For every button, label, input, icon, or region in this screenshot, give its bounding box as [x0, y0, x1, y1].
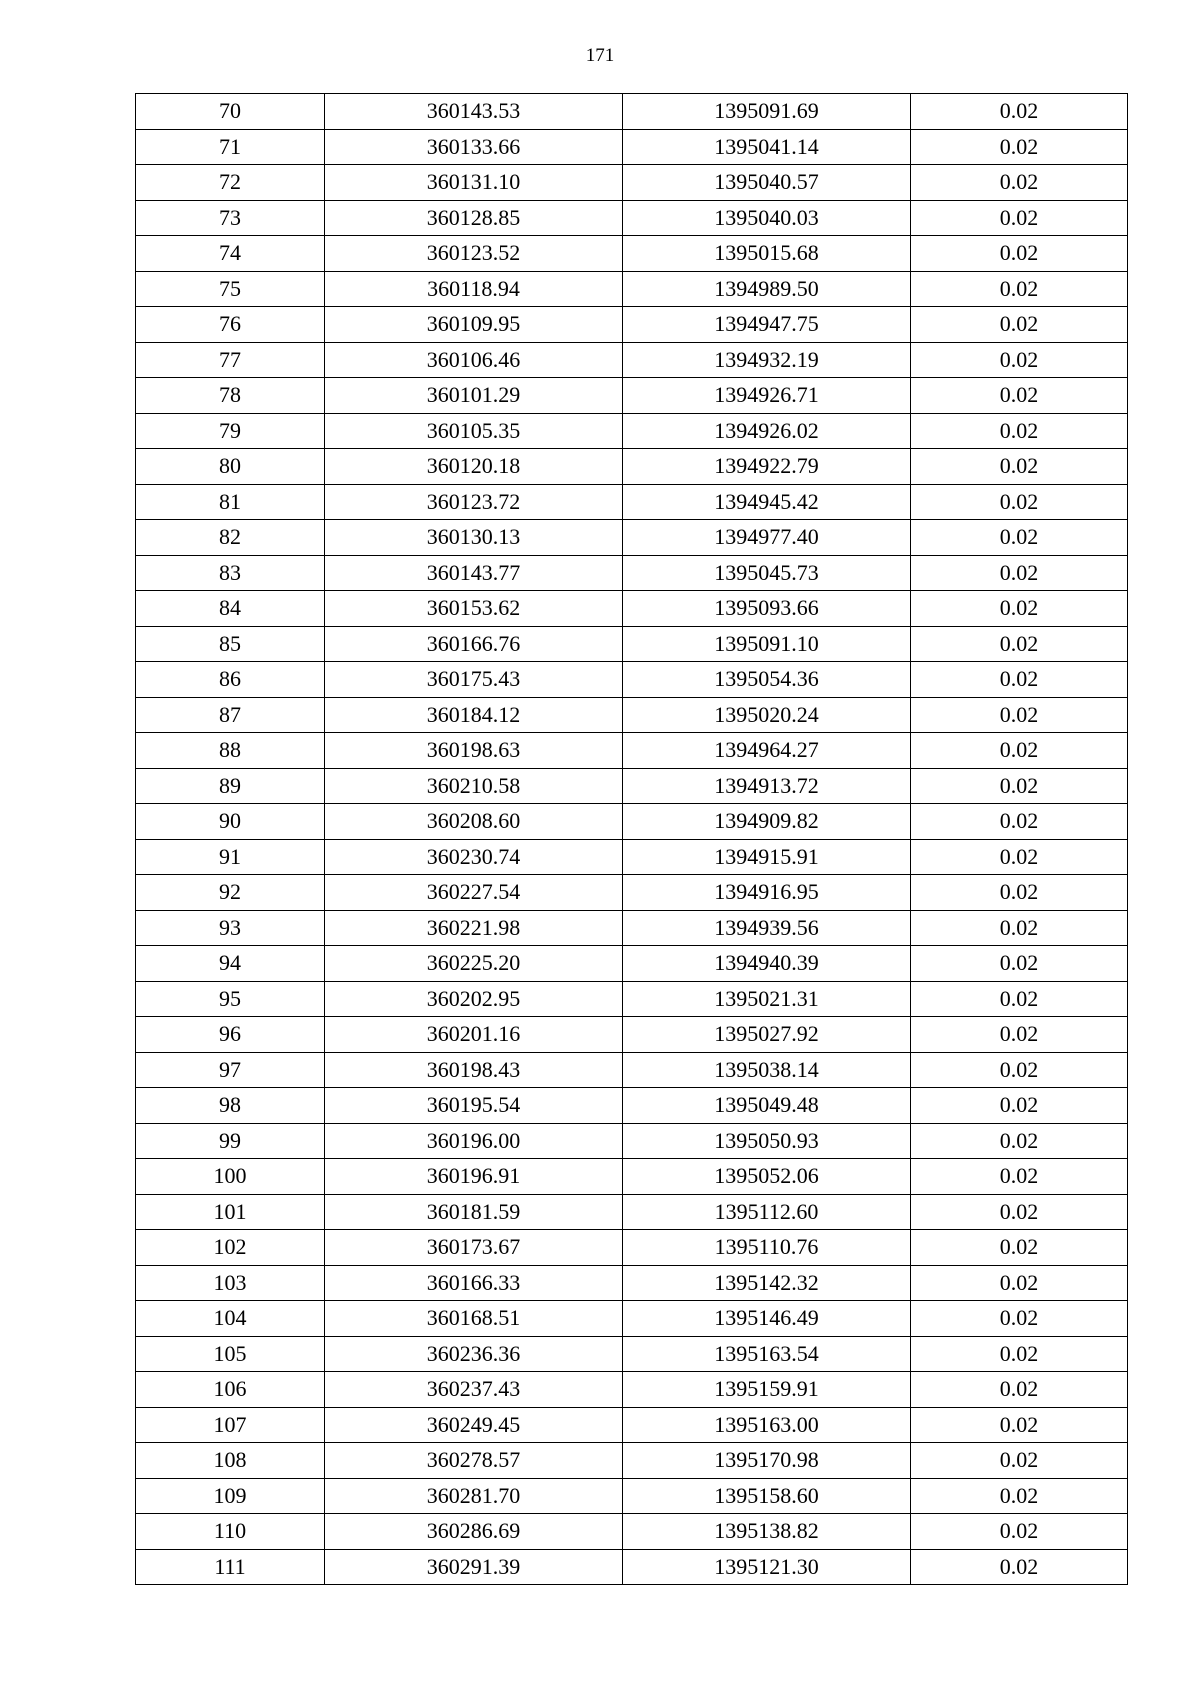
error-cell: 0.02: [911, 484, 1128, 520]
point-number-cell: 78: [136, 378, 325, 414]
point-number-cell: 93: [136, 910, 325, 946]
x-coordinate-cell: 360123.72: [325, 484, 623, 520]
table-row: [136, 946, 1128, 982]
y-coordinate-cell: 1395050.93: [623, 1123, 911, 1159]
point-number-cell: 110: [136, 1514, 325, 1550]
y-coordinate-cell: 1394916.95: [623, 875, 911, 911]
point-number-cell: 92: [136, 875, 325, 911]
x-coordinate-cell: 360225.20: [325, 946, 623, 982]
table-row: [136, 200, 1128, 236]
table-row: [136, 555, 1128, 591]
error-cell: 0.02: [911, 1230, 1128, 1266]
error-cell: 0.02: [911, 1301, 1128, 1337]
y-coordinate-cell: 1394989.50: [623, 271, 911, 307]
error-cell: 0.02: [911, 94, 1128, 130]
table-row: [136, 1017, 1128, 1053]
point-number-cell: 108: [136, 1443, 325, 1479]
y-coordinate-cell: 1395045.73: [623, 555, 911, 591]
error-cell: 0.02: [911, 733, 1128, 769]
table-row: [136, 1194, 1128, 1230]
point-number-cell: 77: [136, 342, 325, 378]
x-coordinate-cell: 360278.57: [325, 1443, 623, 1479]
point-number-cell: 74: [136, 236, 325, 272]
x-coordinate-cell: 360131.10: [325, 165, 623, 201]
point-number-cell: 100: [136, 1159, 325, 1195]
x-coordinate-cell: 360168.51: [325, 1301, 623, 1337]
y-coordinate-cell: 1395040.57: [623, 165, 911, 201]
error-cell: 0.02: [911, 342, 1128, 378]
x-coordinate-cell: 360106.46: [325, 342, 623, 378]
x-coordinate-cell: 360202.95: [325, 981, 623, 1017]
x-coordinate-cell: 360208.60: [325, 804, 623, 840]
x-coordinate-cell: 360166.76: [325, 626, 623, 662]
point-number-cell: 94: [136, 946, 325, 982]
table-row: [136, 484, 1128, 520]
error-cell: 0.02: [911, 1194, 1128, 1230]
x-coordinate-cell: 360227.54: [325, 875, 623, 911]
y-coordinate-cell: 1395170.98: [623, 1443, 911, 1479]
point-number-cell: 71: [136, 129, 325, 165]
x-coordinate-cell: 360123.52: [325, 236, 623, 272]
y-coordinate-cell: 1395054.36: [623, 662, 911, 698]
table-row: [136, 129, 1128, 165]
point-number-cell: 97: [136, 1052, 325, 1088]
x-coordinate-cell: 360184.12: [325, 697, 623, 733]
table-row: [136, 413, 1128, 449]
error-cell: 0.02: [911, 1549, 1128, 1585]
error-cell: 0.02: [911, 1017, 1128, 1053]
point-number-cell: 99: [136, 1123, 325, 1159]
error-cell: 0.02: [911, 1088, 1128, 1124]
x-coordinate-cell: 360143.77: [325, 555, 623, 591]
point-number-cell: 98: [136, 1088, 325, 1124]
error-cell: 0.02: [911, 875, 1128, 911]
y-coordinate-cell: 1395027.92: [623, 1017, 911, 1053]
y-coordinate-cell: 1394964.27: [623, 733, 911, 769]
error-cell: 0.02: [911, 1159, 1128, 1195]
y-coordinate-cell: 1395112.60: [623, 1194, 911, 1230]
y-coordinate-cell: 1395040.03: [623, 200, 911, 236]
table-row: [136, 271, 1128, 307]
y-coordinate-cell: 1395138.82: [623, 1514, 911, 1550]
error-cell: 0.02: [911, 946, 1128, 982]
y-coordinate-cell: 1395121.30: [623, 1549, 911, 1585]
point-number-cell: 75: [136, 271, 325, 307]
y-coordinate-cell: 1395163.54: [623, 1336, 911, 1372]
point-number-cell: 88: [136, 733, 325, 769]
point-number-cell: 111: [136, 1549, 325, 1585]
point-number-cell: 72: [136, 165, 325, 201]
x-coordinate-cell: 360198.63: [325, 733, 623, 769]
table-row: [136, 1265, 1128, 1301]
point-number-cell: 81: [136, 484, 325, 520]
x-coordinate-cell: 360166.33: [325, 1265, 623, 1301]
error-cell: 0.02: [911, 662, 1128, 698]
error-cell: 0.02: [911, 1336, 1128, 1372]
table-row: [136, 697, 1128, 733]
error-cell: 0.02: [911, 1265, 1128, 1301]
point-number-cell: 80: [136, 449, 325, 485]
y-coordinate-cell: 1395041.14: [623, 129, 911, 165]
y-coordinate-cell: 1394926.71: [623, 378, 911, 414]
point-number-cell: 70: [136, 94, 325, 130]
point-number-cell: 90: [136, 804, 325, 840]
x-coordinate-cell: 360291.39: [325, 1549, 623, 1585]
y-coordinate-cell: 1395093.66: [623, 591, 911, 627]
table-row: [136, 165, 1128, 201]
y-coordinate-cell: 1394909.82: [623, 804, 911, 840]
table-row: [136, 662, 1128, 698]
x-coordinate-cell: 360101.29: [325, 378, 623, 414]
y-coordinate-cell: 1395015.68: [623, 236, 911, 272]
y-coordinate-cell: 1394926.02: [623, 413, 911, 449]
table-row: [136, 307, 1128, 343]
error-cell: 0.02: [911, 768, 1128, 804]
y-coordinate-cell: 1394932.19: [623, 342, 911, 378]
table-row: [136, 591, 1128, 627]
table-row: [136, 342, 1128, 378]
y-coordinate-cell: 1394945.42: [623, 484, 911, 520]
x-coordinate-cell: 360120.18: [325, 449, 623, 485]
point-number-cell: 104: [136, 1301, 325, 1337]
y-coordinate-cell: 1394913.72: [623, 768, 911, 804]
error-cell: 0.02: [911, 839, 1128, 875]
x-coordinate-cell: 360210.58: [325, 768, 623, 804]
table-row: [136, 981, 1128, 1017]
table-row: [136, 804, 1128, 840]
point-number-cell: 95: [136, 981, 325, 1017]
table-row: [136, 1301, 1128, 1337]
point-number-cell: 82: [136, 520, 325, 556]
error-cell: 0.02: [911, 1478, 1128, 1514]
table-row: [136, 378, 1128, 414]
table-row: [136, 733, 1128, 769]
error-cell: 0.02: [911, 1407, 1128, 1443]
point-number-cell: 83: [136, 555, 325, 591]
y-coordinate-cell: 1394939.56: [623, 910, 911, 946]
y-coordinate-cell: 1394977.40: [623, 520, 911, 556]
error-cell: 0.02: [911, 413, 1128, 449]
table-row: [136, 520, 1128, 556]
table-row: [136, 94, 1128, 130]
point-number-cell: 89: [136, 768, 325, 804]
y-coordinate-cell: 1395020.24: [623, 697, 911, 733]
table-row: [136, 1159, 1128, 1195]
point-number-cell: 107: [136, 1407, 325, 1443]
error-cell: 0.02: [911, 1514, 1128, 1550]
table-row: [136, 1407, 1128, 1443]
x-coordinate-cell: 360237.43: [325, 1372, 623, 1408]
point-number-cell: 101: [136, 1194, 325, 1230]
error-cell: 0.02: [911, 555, 1128, 591]
y-coordinate-cell: 1394922.79: [623, 449, 911, 485]
x-coordinate-cell: 360281.70: [325, 1478, 623, 1514]
x-coordinate-cell: 360236.36: [325, 1336, 623, 1372]
table-row: [136, 839, 1128, 875]
table-row: [136, 1052, 1128, 1088]
table-row: [136, 1372, 1128, 1408]
x-coordinate-cell: 360196.91: [325, 1159, 623, 1195]
table-row: [136, 1123, 1128, 1159]
y-coordinate-cell: 1395146.49: [623, 1301, 911, 1337]
x-coordinate-cell: 360196.00: [325, 1123, 623, 1159]
point-number-cell: 106: [136, 1372, 325, 1408]
x-coordinate-cell: 360181.59: [325, 1194, 623, 1230]
error-cell: 0.02: [911, 520, 1128, 556]
table-row: [136, 768, 1128, 804]
point-number-cell: 96: [136, 1017, 325, 1053]
table-body: [136, 94, 1128, 1585]
error-cell: 0.02: [911, 165, 1128, 201]
error-cell: 0.02: [911, 1443, 1128, 1479]
error-cell: 0.02: [911, 378, 1128, 414]
x-coordinate-cell: 360230.74: [325, 839, 623, 875]
x-coordinate-cell: 360118.94: [325, 271, 623, 307]
error-cell: 0.02: [911, 697, 1128, 733]
x-coordinate-cell: 360175.43: [325, 662, 623, 698]
error-cell: 0.02: [911, 1052, 1128, 1088]
y-coordinate-cell: 1394947.75: [623, 307, 911, 343]
point-number-cell: 91: [136, 839, 325, 875]
y-coordinate-cell: 1395052.06: [623, 1159, 911, 1195]
error-cell: 0.02: [911, 129, 1128, 165]
point-number-cell: 103: [136, 1265, 325, 1301]
point-number-cell: 109: [136, 1478, 325, 1514]
table-row: [136, 626, 1128, 662]
point-number-cell: 84: [136, 591, 325, 627]
table-row: [136, 875, 1128, 911]
x-coordinate-cell: 360198.43: [325, 1052, 623, 1088]
error-cell: 0.02: [911, 804, 1128, 840]
point-number-cell: 102: [136, 1230, 325, 1266]
error-cell: 0.02: [911, 626, 1128, 662]
x-coordinate-cell: 360201.16: [325, 1017, 623, 1053]
x-coordinate-cell: 360109.95: [325, 307, 623, 343]
table-row: [136, 1478, 1128, 1514]
y-coordinate-cell: 1395159.91: [623, 1372, 911, 1408]
error-cell: 0.02: [911, 981, 1128, 1017]
error-cell: 0.02: [911, 1372, 1128, 1408]
table-row: [136, 1549, 1128, 1585]
point-number-cell: 79: [136, 413, 325, 449]
table-row: [136, 910, 1128, 946]
y-coordinate-cell: 1395091.10: [623, 626, 911, 662]
point-number-cell: 76: [136, 307, 325, 343]
table-row: [136, 1088, 1128, 1124]
x-coordinate-cell: 360128.85: [325, 200, 623, 236]
error-cell: 0.02: [911, 910, 1128, 946]
error-cell: 0.02: [911, 200, 1128, 236]
y-coordinate-cell: 1395142.32: [623, 1265, 911, 1301]
y-coordinate-cell: 1395163.00: [623, 1407, 911, 1443]
point-number-cell: 86: [136, 662, 325, 698]
x-coordinate-cell: 360133.66: [325, 129, 623, 165]
y-coordinate-cell: 1395038.14: [623, 1052, 911, 1088]
table-row: [136, 1514, 1128, 1550]
x-coordinate-cell: 360221.98: [325, 910, 623, 946]
y-coordinate-cell: 1395158.60: [623, 1478, 911, 1514]
x-coordinate-cell: 360195.54: [325, 1088, 623, 1124]
y-coordinate-cell: 1395021.31: [623, 981, 911, 1017]
error-cell: 0.02: [911, 236, 1128, 272]
page-number: 171: [585, 45, 615, 66]
x-coordinate-cell: 360143.53: [325, 94, 623, 130]
y-coordinate-cell: 1395091.69: [623, 94, 911, 130]
error-cell: 0.02: [911, 449, 1128, 485]
x-coordinate-cell: 360173.67: [325, 1230, 623, 1266]
y-coordinate-cell: 1394915.91: [623, 839, 911, 875]
point-number-cell: 73: [136, 200, 325, 236]
table-row: [136, 1230, 1128, 1266]
table-row: [136, 1443, 1128, 1479]
coordinates-table: [135, 93, 1128, 1585]
y-coordinate-cell: 1394940.39: [623, 946, 911, 982]
x-coordinate-cell: 360286.69: [325, 1514, 623, 1550]
table-row: [136, 449, 1128, 485]
point-number-cell: 85: [136, 626, 325, 662]
point-number-cell: 105: [136, 1336, 325, 1372]
error-cell: 0.02: [911, 1123, 1128, 1159]
x-coordinate-cell: 360249.45: [325, 1407, 623, 1443]
y-coordinate-cell: 1395110.76: [623, 1230, 911, 1266]
y-coordinate-cell: 1395049.48: [623, 1088, 911, 1124]
x-coordinate-cell: 360153.62: [325, 591, 623, 627]
error-cell: 0.02: [911, 271, 1128, 307]
x-coordinate-cell: 360130.13: [325, 520, 623, 556]
x-coordinate-cell: 360105.35: [325, 413, 623, 449]
table-row: [136, 236, 1128, 272]
error-cell: 0.02: [911, 307, 1128, 343]
error-cell: 0.02: [911, 591, 1128, 627]
table-row: [136, 1336, 1128, 1372]
point-number-cell: 87: [136, 697, 325, 733]
